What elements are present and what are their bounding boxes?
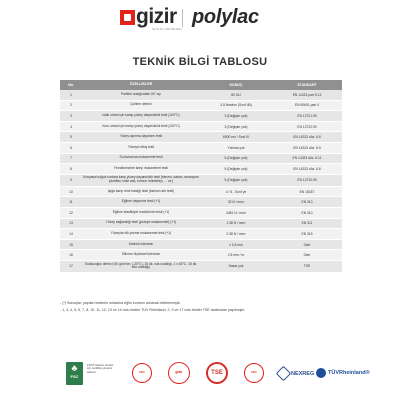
table-row xyxy=(60,111,342,122)
iso-seal-icon: ISO xyxy=(132,363,152,383)
table-row xyxy=(60,143,342,154)
row-result: 2,5 mm / m xyxy=(227,253,245,258)
row-standard: EN 319 xyxy=(301,231,313,236)
row-property: Sıcakcoğuk direnci (40 gün her, (-20°C), 15 dk. sıla ocaklığı, 1 x 60°C, 15 dk. sıla ocaklığı) xyxy=(84,261,198,270)
row-result: 32 N / mm² xyxy=(227,200,245,205)
row-result: 5 (Değişim yok) xyxy=(224,178,248,183)
row-number: 8 xyxy=(70,166,72,171)
row-result: 3-5 Newton (Sınıf 4B) xyxy=(220,103,252,108)
note-2: - 1, 3, 4, 5, 6, 7, 8, 10, 11, 12, 13 ve 14 nolu testler TÜV Rheinland, 2, 9 ve 17 nolu testler TSE tarafından yapılmıştır. xyxy=(60,308,246,312)
row-standard: EN 60601 part 4 xyxy=(294,103,319,108)
row-standard: EN 14323 düz. 6.8 xyxy=(293,135,321,140)
row-result: 5 (Değişim yok) xyxy=(224,156,248,161)
row-number: 4 xyxy=(70,124,72,129)
page-title: TEKNİK BİLGİ TABLOSU xyxy=(132,56,268,68)
header xyxy=(0,0,400,42)
row-number: 6 xyxy=(70,145,72,150)
row-number: 7 xyxy=(70,156,72,161)
header-no: No. xyxy=(68,83,74,87)
table-row xyxy=(60,187,342,198)
row-property: Kimyasal soğuk sıvılara karşı yüzey dayanıklılık testi (benzin, sabun, amonyum çözeltisi, sirke asit, kırmızı mürekkep, ... vs.) xyxy=(83,175,199,184)
fsc-logo xyxy=(66,362,83,385)
header-standard: STANDART xyxy=(297,83,317,87)
row-standard: EN 12720:09 xyxy=(297,178,317,183)
row-standard: EN 14323 düz. 6.8 xyxy=(293,166,321,171)
fsc-tree-icon: ♣ xyxy=(71,363,78,373)
row-result: 60 GU xyxy=(231,92,241,97)
row-property: Kalınlık toleransı xyxy=(128,241,154,246)
header-divider xyxy=(182,9,183,27)
fsc-description: FSC® lisanslı ürünler için sertifika yönetim sistemi xyxy=(87,363,114,374)
nexreg-mark-icon xyxy=(276,366,292,382)
gizir-logo-text: gizir xyxy=(136,5,177,28)
row-number: 9 xyxy=(70,178,72,183)
fsc-label: FSC xyxy=(70,374,79,379)
row-number: 10 xyxy=(69,189,73,194)
row-number: 3 xyxy=(70,113,72,118)
table-row xyxy=(60,250,342,261)
row-result: 1.38 N / mm² xyxy=(226,221,246,226)
row-number: 11 xyxy=(69,200,73,205)
nexreg-label: NEXREG xyxy=(291,370,315,377)
table-row xyxy=(60,240,342,251)
tse-seal-icon: TSE xyxy=(206,362,228,384)
tuv-mark-icon xyxy=(316,368,326,378)
row-property: Eğilme dayanımı testi (+1) xyxy=(121,199,161,204)
header-result: SONUÇ xyxy=(229,83,243,87)
row-standard: EN 15187 xyxy=(299,189,315,194)
row-property: Partikül aralığındaki 45° açı xyxy=(120,91,162,96)
table-row xyxy=(60,219,342,230)
row-property: Fenolbenzene karşı mukavemet testi xyxy=(114,166,168,171)
gizir-logo-subtitle: SUNTA ÜRÜNLERİ xyxy=(152,27,183,31)
row-result: ± 0,5 mm xyxy=(229,242,243,247)
tuv-label: TÜVRheinland® xyxy=(328,370,370,376)
row-standard: TSE xyxy=(303,264,311,269)
table-row xyxy=(60,122,342,133)
row-result: 3 (Değişim yok) xyxy=(224,113,248,118)
note-1: - (*) Sonuçlar, yapılan testlerin ortalama eğim kurların alınarak belirlenmiştir. xyxy=(60,301,181,305)
row-number: 12 xyxy=(69,210,73,215)
spec-table xyxy=(60,80,342,273)
row-property: Yüzeyde dik çekme mukavemet testi (+1) xyxy=(110,231,172,236)
row-result: 6000 rev / Sınıf III xyxy=(222,135,250,140)
nexreg-logo xyxy=(278,368,314,379)
table-row xyxy=(60,101,342,112)
row-number: 1 xyxy=(70,92,72,97)
gizir-seal-icon: gizir xyxy=(168,362,190,384)
row-standard: EN 311 xyxy=(301,221,313,226)
row-number: 16 xyxy=(69,253,73,258)
row-standard: EN 12722:09 xyxy=(297,124,317,129)
table-row xyxy=(60,197,342,208)
row-result: 0.38 N / mm² xyxy=(226,231,246,236)
row-result: 4 / 5 - Sınıf ye xyxy=(225,189,247,194)
row-number: 2 xyxy=(70,103,72,108)
row-standard: EN 310 xyxy=(301,210,313,215)
row-standard: EN 12721:09 xyxy=(297,113,317,118)
table-row xyxy=(60,261,342,273)
iso-seal-2-icon: ISO xyxy=(244,363,264,383)
row-property: Yüzey sağlamlığı testi (yüzeye mukavemet) (+1) xyxy=(105,220,177,225)
row-number: 14 xyxy=(69,231,73,236)
table-row xyxy=(60,132,342,143)
row-property: Silinme ölçümsel toleransı xyxy=(121,252,161,257)
table-row xyxy=(60,175,342,187)
row-property: Yüzey aşınma dayanımı testi xyxy=(119,134,163,139)
tuv-logo xyxy=(316,368,370,378)
header-properties: ÖZELLİKLER xyxy=(129,82,153,87)
polylac-logo: polylac xyxy=(192,6,259,28)
certification-logos xyxy=(0,362,400,392)
row-result: 4481 N / mm² xyxy=(226,210,246,215)
row-result: Yıkılma yok xyxy=(227,145,245,150)
row-number: 15 xyxy=(69,242,73,247)
row-property: Su buharına mukavemet testi xyxy=(119,155,163,160)
table-row xyxy=(60,164,342,175)
row-standard: Gizir xyxy=(303,253,311,258)
row-standard: EN 14323 düz. 6.9 xyxy=(293,145,321,150)
row-standard: EN 310 xyxy=(301,200,313,205)
row-result: Hasar yok xyxy=(228,264,244,269)
row-number: 17 xyxy=(69,264,73,269)
row-standard: Gizir xyxy=(303,242,311,247)
row-result: 5 (Değişim yok) xyxy=(224,166,248,171)
row-number: 5 xyxy=(70,135,72,140)
gizir-logo-mark-icon xyxy=(120,10,135,25)
row-property: Eğilme elastikiyet modülünün testi (+1) xyxy=(112,209,170,214)
table-row xyxy=(60,229,342,240)
row-property: Yüzeyin dikiş testi xyxy=(127,144,155,149)
row-property: Çizilme direnci xyxy=(130,102,152,107)
table-row xyxy=(60,90,342,101)
row-standard: EN 14323 part 5.13 xyxy=(292,92,322,97)
notes xyxy=(60,300,350,314)
row-result: 3 (Değişim yok) xyxy=(224,124,248,129)
gizir-logo xyxy=(120,5,177,28)
row-property: Kuru ortam için kamp yüzey dayanıklılık testi (100°C) xyxy=(102,123,180,128)
table-row xyxy=(60,208,342,219)
table-header xyxy=(60,80,342,90)
row-property: Işığa karşı renk haslığı testi (ksenon ark testi) xyxy=(107,188,175,193)
row-property: Islak ortam için kamp yüzey dayanıklılık testi (100°C) xyxy=(102,113,180,118)
row-standard: EN 14323 düz. 6.11 xyxy=(292,156,322,161)
row-number: 13 xyxy=(69,221,73,226)
table-row xyxy=(60,154,342,165)
